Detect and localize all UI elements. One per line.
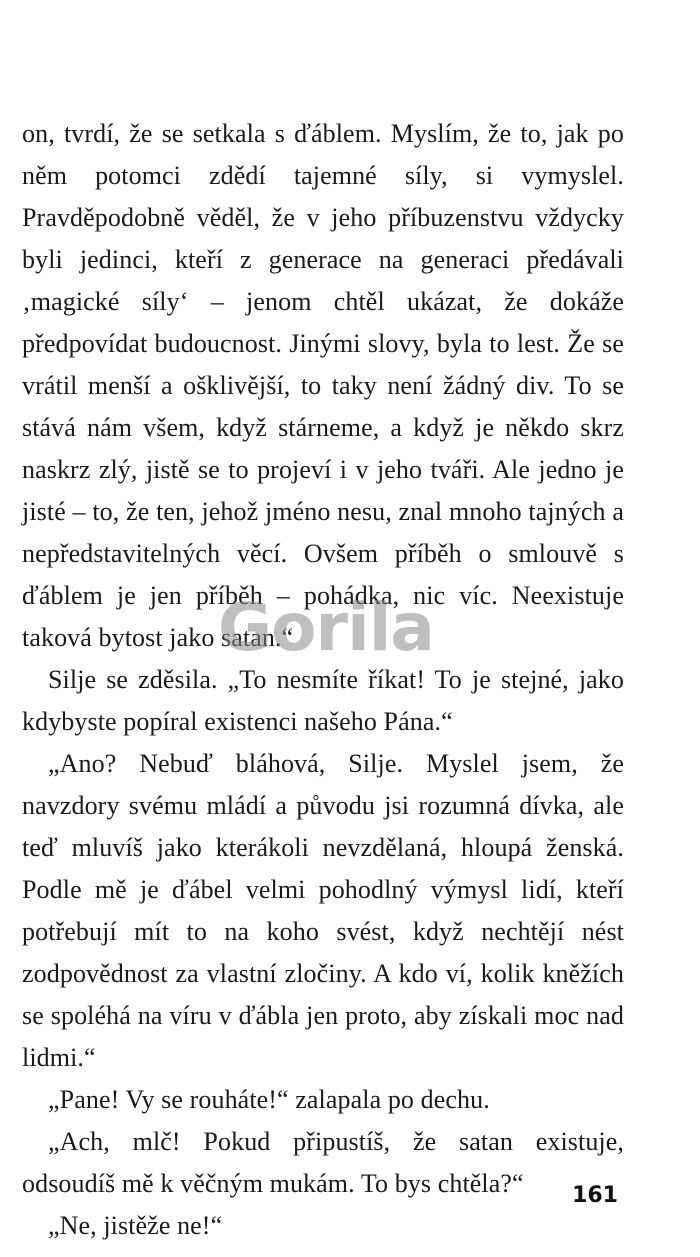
body-text: [22, 113, 624, 1247]
watermark-logo: Gorila: [218, 589, 434, 666]
paragraph-denial: „Ne, jistěže ne!“: [48, 1211, 223, 1240]
paragraph-silje-reaction: Silje se zděsila. „To nesmíte říkat! To je stejné, jako kdybyste popíral existenci našeho Pána.“: [22, 665, 624, 736]
paragraph-blasphemy: „Pane! Vy se rouháte!“ zalapala po dechu.: [48, 1085, 490, 1114]
paragraph-devil-argument: „Ano? Nebuď bláhová, Silje. Myslel jsem, že navzdory svému mládí a původu jsi rozumná dívka, ale teď mluvíš jako kterákoli nevzdělaná, hloupá ženská. Podle mě je ďábel velmi pohodlný výmysl lidí, kteří potřebují mít to na koho svést, když nechtějí nést zodpovědnost za vlastní zločiny. A kdo ví, kolik kněžích se spoléhá na víru v ďábla jen proto, aby získali moc nad lidmi.“: [22, 749, 624, 1072]
page-number: 161: [572, 1183, 618, 1208]
paragraph-eternal-torment: „Ach, mlč! Pokud připustíš, že satan existuje, odsoudíš mě k věčným mukám. To bys chtěla?“: [22, 1127, 624, 1198]
paragraph-continuation: on, tvrdí, že se setkala s ďáblem. Myslím, že to, jak po něm potomci zdědí tajemné síly, si vymyslel. Pravděpodobně věděl, že v jeho příbuzenstvu vždycky byli jedinci, kteří z generace na generaci předávali ‚magické síly‘ – jenom chtěl ukázat, že dokáže předpovídat budoucnost. Jinými slovy, byla to lest. Že se vrátil menší a ošklivější, to taky není žádný div. To se stává nám všem, když stárneme, a když je někdo skrz naskrz zlý, jistě se to projeví i v jeho tváři. Ale jedno je jisté – to, že ten, jehož jméno nesu, znal mnoho tajných a nepředstavitelných věcí. Ovšem příběh o smlouvě s ďáblem je jen příběh – pohádka, nic víc. Neexistuje taková bytost jako satan.“: [22, 119, 624, 652]
